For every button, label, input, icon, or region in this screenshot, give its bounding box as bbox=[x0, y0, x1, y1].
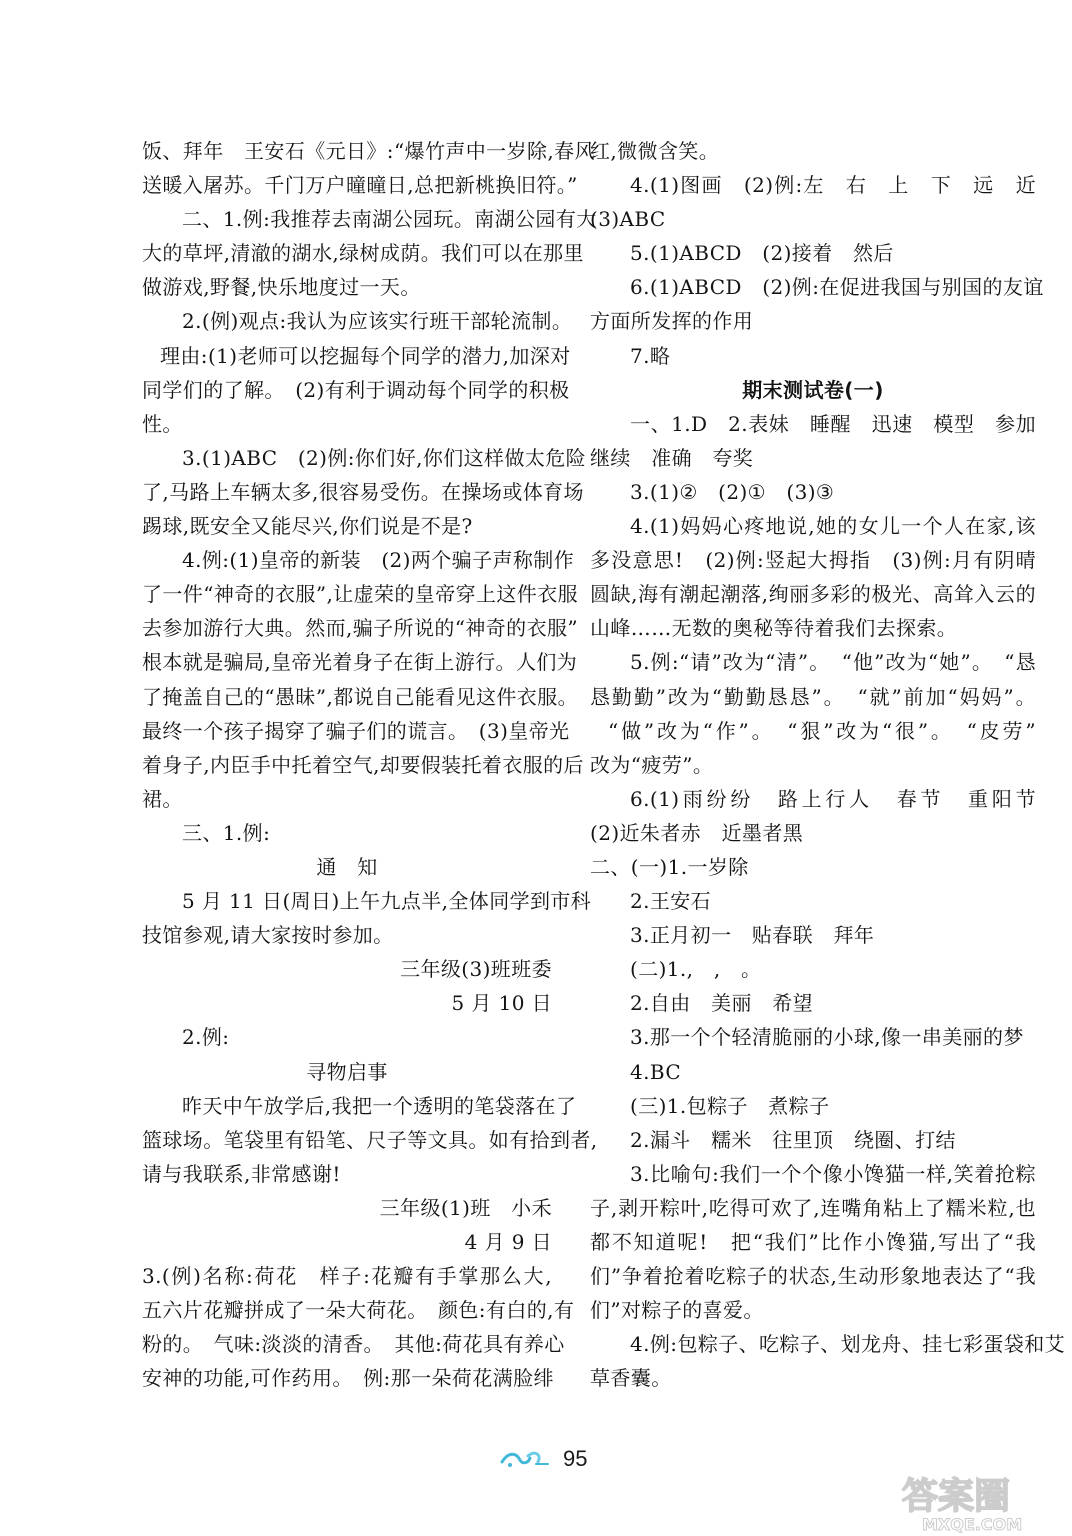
text-line: 一、1.D 2.表妹 睡醒 迅速 模型 参加 bbox=[630, 411, 1036, 436]
text-line: 3.(例)名称:荷花 样子:花瓣有手掌那么大, bbox=[142, 1264, 552, 1289]
text-line: (3)ABC bbox=[590, 207, 666, 232]
text-line: “做”改为“作”。 “狠”改为“很”。 “皮劳” bbox=[608, 718, 1036, 743]
text-line: 方面所发挥的作用 bbox=[590, 309, 754, 334]
text-line: 山峰……无数的奥秘等待着我们去探索。 bbox=[590, 616, 958, 641]
text-line: 最终一个孩子揭穿了骗子们的谎言。 (3)皇帝光 bbox=[142, 718, 570, 743]
text-line: 3.比喻句:我们一个个像小馋猫一样,笑着抢粽 bbox=[630, 1161, 1036, 1186]
text-line: 5.例:“请”改为“清”。 “他”改为“她”。 “恳 bbox=[630, 650, 1036, 675]
text-line: 2.自由 美丽 希望 bbox=[630, 991, 814, 1016]
text-line: 3.正月初一 贴春联 拜年 bbox=[630, 923, 875, 948]
text-line: 同学们的了解。 (2)有利于调动每个同学的积极 bbox=[142, 377, 570, 402]
text-line: 多没意思! (2)例:竖起大拇指 (3)例:月有阴晴 bbox=[590, 548, 1036, 573]
text-line: 技馆参观,请大家按时参加。 bbox=[142, 923, 394, 948]
text-line: 改为“疲劳”。 bbox=[590, 752, 714, 777]
right-column bbox=[590, 134, 1066, 1395]
text-line: 恳勤勤”改为“勤勤恳恳”。 “就”前加“妈妈”。 bbox=[590, 684, 1036, 709]
text-line: 子,剥开粽叶,吃得可欢了,连嘴角粘上了糯米粒,也 bbox=[590, 1195, 1036, 1220]
text-line: (三)1.包粽子 煮粽子 bbox=[630, 1093, 830, 1118]
text-line: 通 知 bbox=[316, 854, 378, 879]
text-line: 们”争着抢着吃粽子的状态,生动形象地表达了“我 bbox=[590, 1264, 1036, 1289]
text-line: 们”对粽子的喜爱。 bbox=[590, 1298, 764, 1323]
text-line: 6.(1)雨纷纷 路上行人 春节 重阳节 bbox=[630, 786, 1036, 811]
text-line: 期末测试卷(一) bbox=[742, 377, 884, 402]
text-line: 4.(1)妈妈心疼地说,她的女儿一个人在家,该 bbox=[630, 514, 1036, 539]
decorative-swirl-icon bbox=[498, 1448, 550, 1470]
text-line: 寻物启事 bbox=[306, 1059, 388, 1084]
text-line: 请与我联系,非常感谢! bbox=[142, 1161, 341, 1186]
text-line: 草香囊。 bbox=[590, 1366, 672, 1391]
text-line: 4.BC bbox=[630, 1059, 682, 1084]
text-line: 篮球场。笔袋里有铅笔、尺子等文具。如有拾到者, bbox=[142, 1127, 598, 1152]
svg-text:MXQE.COM: MXQE.COM bbox=[922, 1515, 1023, 1534]
text-line: 3.(1)ABC (2)例:你们好,你们这样做太危险 bbox=[182, 445, 587, 470]
text-line: 6.(1)ABCD (2)例:在促进我国与别国的友谊 bbox=[630, 275, 1044, 300]
text-line: 昨天中午放学后,我把一个透明的笔袋落在了 bbox=[182, 1093, 577, 1118]
text-line: 7.略 bbox=[630, 343, 671, 368]
text-line: 4 月 9 日 bbox=[464, 1230, 573, 1254]
text-line: 大的草坪,清澈的湖水,绿树成荫。我们可以在那里 bbox=[142, 241, 584, 266]
text-line: 圆缺,海有潮起潮落,绚丽多彩的极光、高耸入云的 bbox=[590, 582, 1036, 607]
text-line: 二、(一)1.一岁除 bbox=[590, 854, 749, 879]
page-number: 95 bbox=[563, 1446, 588, 1471]
text-line: 做游戏,野餐,快乐地度过一天。 bbox=[142, 275, 421, 300]
text-line: 3.那一个个轻清脆丽的小球,像一串美丽的梦 bbox=[630, 1025, 1024, 1050]
text-line: 三年级(1)班 小禾 bbox=[379, 1195, 552, 1220]
text-line: 了,马路上车辆太多,很容易受伤。在操场或体育场 bbox=[142, 479, 584, 504]
text-line: 2.王安石 bbox=[630, 889, 712, 914]
text-line: 二、1.例:我推荐去南湖公园玩。南湖公园有大 bbox=[182, 207, 597, 232]
text-line: 送暖入屠苏。千门万户曈曈日,总把新桃换旧符。” bbox=[142, 173, 578, 198]
watermark-logo bbox=[896, 1470, 1064, 1534]
text-line: 5 月 10 日 bbox=[451, 991, 573, 1016]
text-line: 安神的功能,可作药用。 例:那一朵荷花满脸绯 bbox=[142, 1366, 554, 1391]
text-line: 饭、拜年 王安石《元日》:“爆竹声中一岁除,春风 bbox=[142, 139, 595, 163]
text-line: 4.例:(1)皇帝的新装 (2)两个骗子声称制作 bbox=[182, 548, 575, 573]
text-line: 根本就是骗局,皇帝光着身子在街上游行。人们为 bbox=[142, 650, 578, 675]
text-line: 三年级(3)班班委 bbox=[400, 957, 552, 982]
svg-text:答案圈: 答案圈 bbox=[902, 1476, 1011, 1517]
text-line: 4.(1)图画 (2)例:左 右 上 下 远 近 bbox=[630, 173, 1036, 198]
text-line: 着身子,内臣手中托着空气,却要假装托着衣服的后 bbox=[142, 752, 584, 777]
text-line: 理由:(1)老师可以挖掘每个同学的潜力,加深对 bbox=[160, 343, 571, 368]
text-line: 5.(1)ABCD (2)接着 然后 bbox=[630, 241, 894, 266]
text-line: 都不知道呢! 把“我们”比作小馋猫,写出了“我 bbox=[590, 1230, 1036, 1254]
text-line: 粉的。 气味:淡淡的清香。 其他:荷花具有养心 bbox=[142, 1332, 565, 1357]
left-column bbox=[142, 134, 598, 1395]
text-line: 2.例: bbox=[182, 1025, 230, 1050]
text-line: 2.(例)观点:我认为应该实行班干部轮流制。 bbox=[182, 309, 573, 334]
text-line: (二)1., , 。 bbox=[630, 957, 762, 982]
text-line: 性。 bbox=[142, 411, 183, 436]
text-line: 继续 准确 夸奖 bbox=[590, 445, 754, 470]
text-line: (2)近朱者赤 近墨者黑 bbox=[590, 820, 804, 845]
text-line: 五六片花瓣拼成了一朵大荷花。 颜色:有白的,有 bbox=[142, 1298, 575, 1323]
text-line: 红,微微含笑。 bbox=[590, 139, 720, 163]
text-line: 了一件“神奇的衣服”,让虚荣的皇帝穿上这件衣服 bbox=[142, 582, 579, 607]
text-line: 3.(1)② (2)① (3)③ bbox=[630, 479, 835, 504]
text-line: 了掩盖自己的“愚昧”,都说自己能看见这件衣服。 bbox=[142, 684, 579, 709]
text-line: 裙。 bbox=[142, 786, 183, 811]
text-line: 踢球,既安全又能尽兴,你们说是不是? bbox=[142, 514, 473, 539]
text-line: 三、1.例: bbox=[182, 820, 271, 845]
text-line: 去参加游行大典。然而,骗子所说的“神奇的衣服” bbox=[142, 616, 579, 641]
text-line: 2.漏斗 糯米 往里顶 绕圈、打结 bbox=[630, 1127, 956, 1152]
text-line: 4.例:包粽子、吃粽子、划龙舟、挂七彩蛋袋和艾 bbox=[630, 1332, 1066, 1357]
text-line: 5 月 11 日(周日)上午九点半,全体同学到市科 bbox=[182, 889, 592, 914]
